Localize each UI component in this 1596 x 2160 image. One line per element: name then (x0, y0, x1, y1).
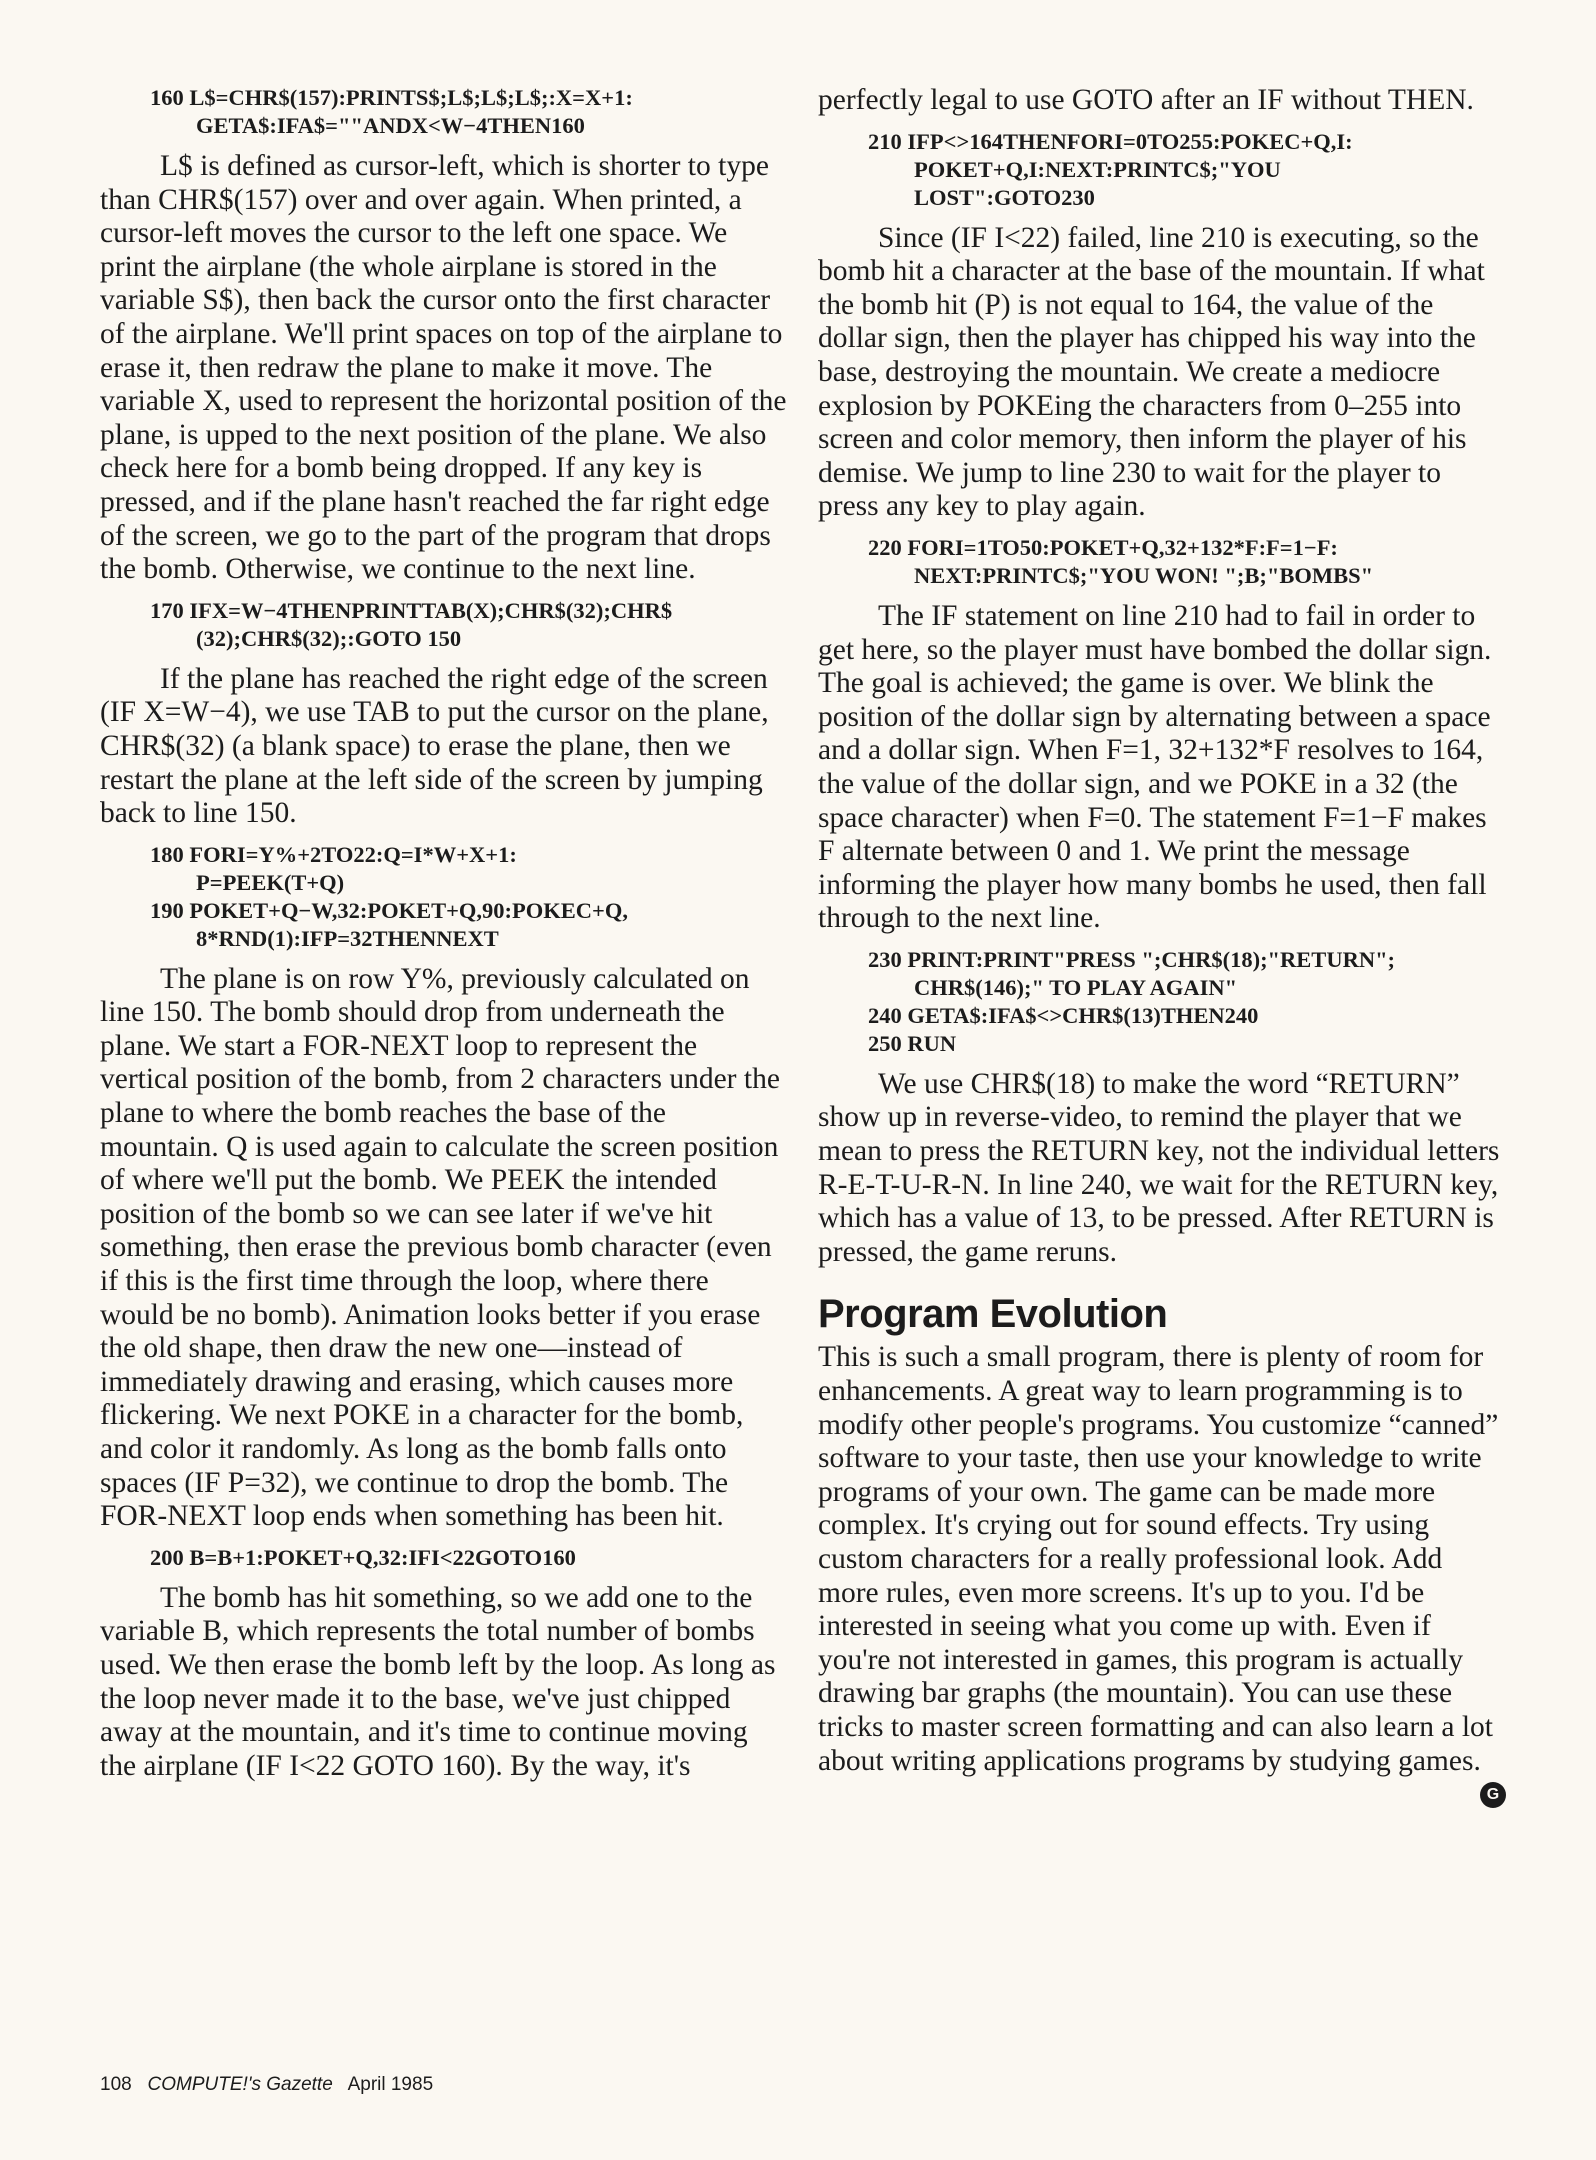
paragraph: L$ is defined as cursor-left, which is shorter to type than CHR$(157) over and over again. When printed, a cursor-left moves the cursor to the left one space. We print the airplane (the whole airplane is stored in the variable S$), then back the cursor onto the first character of the airplane. We'll print spaces on top of the airplane to erase it, then redraw the plane to make it move. The variable X, used to represent the horizontal position of the plane, is upped to the next position of the plane. We also check here for a bomb being dropped. If any key is pressed, and if the plane hasn't reached the far right edge of the screen, we go to the part of the program that drops the bomb. Otherwise, we continue to the next line. (100, 150, 787, 586)
code-continuation: POKET+Q,I:NEXT:PRINTC$;"YOU (914, 156, 1281, 182)
paragraph (818, 1341, 1506, 1804)
code-continuation: NEXT:PRINTC$;"YOU WON! ";B;"BOMBS" (914, 562, 1374, 588)
paragraph-text: This is such a small program, there is plenty of room for enhancements. A great way to learn programming is to modify other people's programs. You customize “canned” software to your taste, then use your knowledge to write programs of your own. The game can be made more complex. It's crying out for sound effects. Try using custom characters for a really professional look. Add more rules, even more screens. It's up to you. I'd be interested in seeing what you come up with. Even if you're not interested in games, this program is actually drawing bar graphs (the mountain). You can use these tricks to master screen formatting and can also learn a lot about writing applications programs by studying games. (818, 1341, 1499, 1777)
right-column (818, 84, 1506, 1808)
paragraph: We use CHR$(18) to make the word “RETURN” show up in reverse-video, to remind the player that we mean to press the RETURN key, not the individual letters R-E-T-U-R-N. In line 240, we wait for the RETURN key, which has a value of 13, to be pressed. After RETURN is pressed, the game reruns. (818, 1067, 1500, 1268)
paragraph: Since (IF I<22) failed, line 210 is executing, so the bomb hit a character at the base of the mountain. If what the bomb hit (P) is not equal to 164, the value of the dollar sign, then the player has chipped his way into the base, destroying the mountain. We create a mediocre explosion by POKEing the characters from 0–255 into screen and color memory, then inform the player of his demise. We jump to line 230 to wait for the player to press any key to play again. (818, 221, 1485, 523)
code-text: 180 FORI=Y%+2TO22:Q=I*W+X+1: (150, 841, 517, 867)
code-text: 190 POKET+Q−W,32:POKET+Q,90:POKEC+Q, (150, 897, 628, 923)
code-text: 160 L$=CHR$(157):PRINTS$;L$;L$;L$;:X=X+1: (150, 85, 633, 110)
code-text: 250 RUN (868, 1030, 957, 1056)
code-text: 240 GETA$:IFA$<>CHR$(13)THEN240 (868, 1002, 1259, 1028)
code-text: 210 IFP<>164THENFORI=0TO255:POKEC+Q,I: (868, 128, 1353, 154)
code-continuation: 8*RND(1):IFP=32THENNEXT (196, 925, 499, 951)
code-line-250 (868, 1030, 1506, 1058)
code-continuation: (32);CHR$(32);:GOTO 150 (196, 625, 462, 651)
code-continuation: LOST":GOTO230 (914, 184, 1095, 210)
code-line-210 (868, 128, 1506, 212)
end-mark-icon: G (1480, 1782, 1506, 1808)
code-line-240 (868, 1002, 1506, 1030)
code-text: 170 IFX=W−4THENPRINTTAB(X);CHR$(32);CHR$ (150, 597, 673, 623)
code-line-200 (150, 1544, 788, 1572)
code-line-220 (868, 534, 1506, 590)
section-heading: Program Evolution (818, 1292, 1168, 1337)
code-line-190 (150, 897, 788, 953)
code-text: 200 B=B+1:POKET+Q,32:IFI<22GOTO160 (150, 1544, 576, 1570)
paragraph: The plane is on row Y%, previously calculated on line 150. The bomb should drop from underneath the plane. We start a FOR-NEXT loop to represent the vertical position of the bomb, from 2 characters under the plane to where the bomb reaches the base of the mountain. Q is used again to calculate the screen position of where we'll put the bomb. We PEEK the intended position of the bomb so we can see later if we've hit something, then erase the previous bomb character (even if this is the first time through the loop, where there would be no bomb). Animation looks better if you erase the old shape, then draw the new one—instead of immediately drawing and erasing, which causes more flickering. We next POKE in a character for the bomb, and color it randomly. As long as the bomb falls onto spaces (IF P=32), we continue to drop the bomb. The FOR-NEXT loop ends when something has been hit. (100, 962, 780, 1533)
code-line-230 (868, 946, 1506, 1002)
page-footer (100, 2074, 433, 2096)
paragraph: If the plane has reached the right edge of the screen (IF X=W−4), we use TAB to put the cursor on the plane, CHR$(32) (a blank space) to erase the plane, then we restart the plane at the left side of the screen by jumping back to line 150. (100, 662, 769, 830)
left-column (100, 84, 788, 1793)
page-number: 108 (100, 2074, 132, 2095)
magazine-name: COMPUTE!'s Gazette (147, 2074, 333, 2095)
paragraph: The IF statement on line 210 had to fail in order to get here, so the player must have bombed the dollar sign. The goal is achieved; the game is over. We blink the position of the dollar sign by alternating between a space and a dollar sign. When F=1, 32+132*F resolves to 164, the value of the dollar sign, and we POKE in a 32 (the space character) when F=0. The statement F=1−F makes F alternate between 0 and 1. We print the message informing the player how many bombs he used, then fall through to the next line. (818, 599, 1492, 935)
issue-date: April 1985 (347, 2074, 434, 2095)
code-text: 230 PRINT:PRINT"PRESS ";CHR$(18);"RETURN"; (868, 946, 1396, 972)
paragraph: The bomb has hit something, so we add one to the variable B, which represents the total number of bombs used. We then erase the bomb left by the loop. As long as the loop never made it to the base, we've just chipped away at the mountain, and it's time to continue moving the airplane (IF I<22 GOTO 160). By the way, it's (100, 1581, 776, 1782)
paragraph: perfectly legal to use GOTO after an IF without THEN. (818, 84, 1474, 116)
code-continuation: GETA$:IFA$=""ANDX<W−4THEN160 (196, 113, 585, 138)
code-text: 220 FORI=1TO50:POKET+Q,32+132*F:F=1−F: (868, 534, 1338, 560)
code-continuation: P=PEEK(T+Q) (196, 869, 345, 895)
code-line-160 (150, 84, 788, 140)
code-line-180 (150, 841, 788, 897)
code-line-170 (150, 597, 788, 653)
code-continuation: CHR$(146);" TO PLAY AGAIN" (914, 974, 1238, 1000)
